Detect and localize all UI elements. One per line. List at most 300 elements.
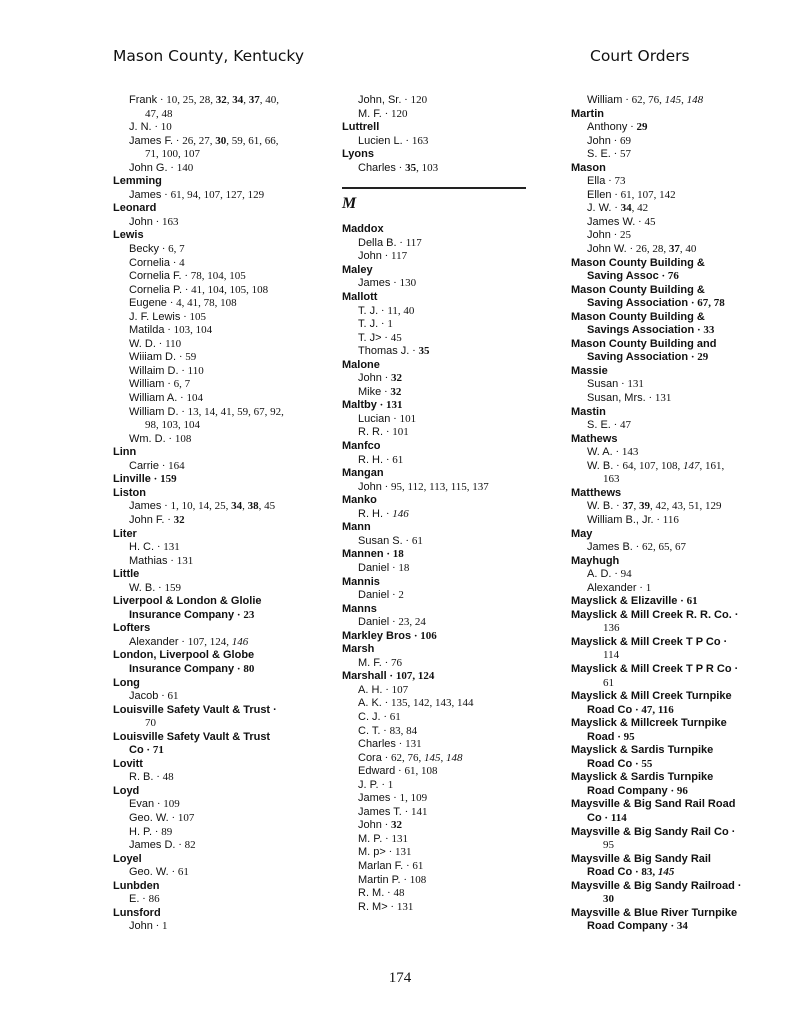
entry-name: John (129, 215, 153, 228)
index-entry (113, 243, 333, 257)
index-heading (342, 603, 562, 617)
index-heading (113, 487, 333, 501)
entry-name: Maysville & Big Sandy Rail (571, 852, 711, 865)
index-entry (113, 311, 333, 325)
entry-name: Willaim D. (129, 364, 179, 377)
entry-name: Daniel (358, 616, 390, 629)
entry-name: M. P. (358, 832, 383, 845)
entry-separator: · (387, 900, 397, 913)
index-entry (342, 725, 562, 739)
index-entry (342, 108, 562, 122)
entry-separator: · (627, 121, 637, 134)
index-entry (113, 284, 333, 298)
entry-separator: · (168, 811, 178, 824)
index-heading-continued (113, 609, 333, 623)
entry-pages: 59 (185, 351, 197, 364)
entry-name: Anthony (587, 121, 628, 134)
entry-pages: 95, 112, 113, 115, 137 (391, 480, 489, 493)
entry-pages: 143 (621, 446, 639, 459)
entry-separator: · (385, 846, 395, 859)
entry-pages: 120 (410, 94, 428, 106)
entry-pages: 159 (164, 581, 181, 594)
entry-pages: 32 (173, 513, 185, 526)
entry-separator: · (618, 378, 628, 391)
index-entry (113, 378, 333, 392)
entry-name: Saving Association (587, 297, 689, 310)
index-heading (571, 798, 761, 812)
entry-name: Linn (113, 446, 137, 459)
index-entry (342, 697, 562, 711)
entry-pages: 104 (186, 392, 203, 405)
entry-name: Little (113, 568, 140, 581)
entry-pages: 141 (410, 805, 428, 818)
index-entry (113, 216, 333, 230)
entry-separator: · (234, 608, 244, 621)
entry-pages: 120 (391, 107, 408, 120)
entry-name: Lewis (113, 229, 144, 242)
entry-name: J. N. (129, 121, 152, 134)
entry-name: C. T. (358, 724, 381, 737)
entry-separator: · (139, 893, 149, 906)
page-number: 174 (388, 970, 412, 986)
index-heading (571, 406, 761, 420)
index-heading (113, 473, 333, 487)
entry-separator: · (383, 453, 393, 466)
entry-pages: 96 (676, 784, 688, 797)
entry-name: Maltby (342, 399, 377, 412)
entry-name: Martin (571, 107, 604, 120)
index-heading (342, 399, 562, 413)
entry-name: Lunbden (113, 879, 160, 892)
entry-name: M. F. (358, 656, 382, 669)
entry-pages: 164 (168, 459, 185, 472)
entry-name: William (129, 378, 165, 391)
index-heading (113, 528, 333, 542)
entry-separator: · (158, 690, 168, 703)
index-heading-continued (571, 704, 761, 718)
index-entry (342, 386, 562, 400)
index-entry (113, 636, 333, 650)
entry-name: Geo. W. (129, 866, 169, 879)
entry-separator: · (677, 595, 687, 608)
entry-name: J. W. (587, 202, 612, 215)
index-entry (113, 365, 333, 379)
entry-name: A. H. (358, 683, 383, 696)
index-heading (571, 595, 761, 609)
entry-pages: 29 (636, 121, 648, 134)
index-entry (342, 372, 562, 386)
entry-separator: · (694, 324, 704, 337)
entry-pages: 107 (391, 683, 409, 696)
entry-name: R. H. (358, 507, 384, 520)
entry-pages: 23, 24 (398, 616, 426, 629)
entry-separator: · (381, 372, 392, 385)
entry-pages: 62, 76, 145, 148 (631, 94, 704, 106)
entry-name: Maddox (342, 223, 384, 236)
entry-name: Evan (129, 798, 155, 811)
index-heading (571, 311, 761, 325)
index-heading (342, 548, 562, 562)
entry-name: James (358, 792, 391, 805)
entry-pages: 131 (627, 378, 644, 391)
entry-name: Loyd (113, 784, 140, 797)
entry-name: Mike (358, 385, 382, 398)
entry-pages: 107, 124 (395, 670, 435, 683)
entry-name: Charles (358, 738, 396, 751)
entry-separator: · (167, 554, 177, 567)
entry-separator: · (626, 243, 636, 256)
entry-name: Road Company (587, 920, 668, 933)
entry-name: Maysville & Big Sand Rail Road (571, 798, 736, 811)
entry-separator: · (611, 188, 621, 201)
entry-separator: · (610, 134, 621, 147)
entry-separator: · (395, 765, 405, 778)
index-heading (342, 264, 562, 278)
index-entry (571, 514, 761, 528)
entry-name: Eugene (129, 297, 167, 310)
index-entry (571, 446, 761, 460)
index-continuation (113, 108, 333, 122)
entry-name: Geo. W. (129, 811, 169, 824)
index-entry (342, 94, 562, 108)
entry-name: Massie (571, 364, 608, 377)
entry-name: James (129, 188, 162, 201)
entry-name: Road Co (587, 866, 633, 879)
index-heading-continued (113, 744, 333, 758)
index-entry (342, 481, 562, 495)
index-entry (342, 887, 562, 901)
entry-name: Ellen (587, 188, 612, 201)
index-entry (342, 657, 562, 671)
index-entry (342, 901, 562, 915)
entry-name: Long (113, 676, 140, 689)
entry-pages: 105 (189, 310, 207, 323)
entry-name: Matthews (571, 486, 622, 499)
entry-name: W. B. (587, 459, 614, 472)
entry-name: Mayslick & Mill Creek T P Co · (571, 635, 728, 648)
index-heading (342, 121, 562, 135)
entry-name: John G. (129, 161, 168, 174)
entry-name: Mastin (571, 405, 606, 418)
entry-separator: · (166, 297, 177, 310)
entry-name: Mason County Building & (571, 256, 705, 269)
entry-separator: · (395, 161, 406, 174)
entry-pages: 80 (243, 662, 255, 675)
entry-separator: · (381, 656, 392, 669)
entry-separator: · (402, 534, 412, 547)
index-entry (571, 94, 761, 108)
index-entry (571, 243, 761, 257)
entry-separator: · (382, 683, 392, 696)
entry-separator: · (658, 270, 668, 283)
entry-name: R. M. (358, 887, 385, 900)
entry-name: Insurance Company (129, 662, 235, 675)
entry-pages: 47 (620, 419, 632, 432)
entry-name: T. J. (358, 318, 379, 331)
entry-name: Lucian (358, 412, 391, 425)
entry-name: Mannen (342, 548, 384, 561)
index-heading (113, 568, 333, 582)
entry-separator: · (411, 629, 421, 642)
entry-pages: 95 (603, 839, 614, 852)
index-heading (571, 880, 761, 894)
index-heading (113, 229, 333, 243)
entry-name: Mathews (571, 432, 618, 445)
entry-name: Loyel (113, 852, 142, 865)
entry-name: Mann (342, 521, 371, 534)
entry-name: Luttrell (342, 121, 380, 134)
entry-pages: 62, 65, 67 (642, 541, 687, 554)
entry-separator: · (389, 561, 399, 574)
entry-name: James (358, 277, 391, 290)
entry-pages: 130 (399, 277, 417, 290)
entry-name: Mason (571, 161, 606, 174)
entry-pages: 25 (620, 229, 632, 242)
entry-name: Mayslick & Mill Creek T P R Co · (571, 662, 739, 675)
running-header-left: Mason County, Kentucky (113, 47, 305, 65)
entry-pages: 30 (603, 893, 614, 906)
index-entry (342, 237, 562, 251)
index-heading-continued (571, 731, 761, 745)
index-entry (113, 270, 333, 284)
entry-pages: 146 (392, 507, 409, 520)
entry-name: John (129, 920, 153, 933)
entry-separator: · (605, 175, 615, 188)
entry-separator: · (635, 215, 645, 228)
index-entry (342, 562, 562, 576)
index-entry (342, 819, 562, 833)
index-entry (113, 826, 333, 840)
entry-pages: 76 (667, 270, 679, 283)
entry-name: Susan (587, 378, 619, 391)
entry-pages: 18 (392, 548, 404, 561)
entry-pages: 2 (398, 589, 404, 602)
entry-pages: 140 (176, 161, 194, 174)
entry-separator: · (390, 277, 400, 290)
entry-separator: · (384, 887, 394, 900)
entry-name: May (571, 527, 593, 540)
index-entry (113, 135, 333, 149)
entry-pages: 131 (395, 846, 412, 859)
index-entry (342, 135, 562, 149)
entry-name: W. A. (587, 446, 613, 459)
index-heading (342, 494, 562, 508)
entry-pages: 131 (405, 738, 422, 751)
index-entry (571, 500, 761, 514)
entry-name: Lofters (113, 622, 151, 635)
index-entry (113, 798, 333, 812)
index-entry (342, 250, 562, 264)
entry-pages: 73 (614, 175, 626, 188)
entry-name: Mason County Building & (571, 283, 705, 296)
entry-pages: 1, 109 (399, 792, 428, 805)
entry-name: William A. (129, 392, 178, 405)
entry-name: Road Co (587, 703, 633, 716)
index-entry (342, 846, 562, 860)
index-heading-continued (571, 920, 761, 934)
entry-name: Insurance Company (129, 608, 235, 621)
index-entry (113, 324, 333, 338)
entry-separator: · (178, 364, 188, 377)
entry-pages: 11, 40 (387, 304, 415, 317)
entry-separator: · (403, 859, 413, 872)
index-entry (113, 460, 333, 474)
index-heading (571, 826, 761, 840)
entry-name: Saving Association (587, 351, 689, 364)
entry-separator: · (396, 236, 406, 249)
entry-name: Louisville Safety Vault & Trust · (113, 703, 277, 716)
section-rule (342, 187, 526, 189)
entry-name: Wm. D. (129, 432, 166, 445)
entry-pages: 106 (420, 629, 437, 642)
entry-pages: 67, 78 (697, 297, 725, 310)
entry-pages: 45 (390, 331, 402, 344)
entry-separator: · (632, 757, 642, 770)
entry-name: Road Company (587, 784, 668, 797)
entry-name: London, Liverpool & Globe (113, 649, 255, 662)
entry-separator: · (622, 94, 632, 106)
index-heading (571, 853, 761, 867)
entry-separator: · (389, 616, 399, 629)
entry-separator: · (612, 446, 622, 459)
entry-pages: 6, 7 (168, 243, 185, 256)
entry-name: Carrie (129, 459, 159, 472)
entry-name: Maysville & Big Sandy Railroad · (571, 879, 742, 892)
entry-name: Susan, Mrs. (587, 392, 646, 405)
index-entry (342, 711, 562, 725)
entry-separator: · (376, 399, 387, 412)
entry-separator: · (610, 229, 621, 242)
entry-name: Savings Association (587, 324, 695, 337)
entry-separator: · (234, 662, 244, 675)
index-heading (571, 717, 761, 731)
index-heading (113, 785, 333, 799)
entry-separator: · (383, 548, 393, 561)
index-entry (571, 419, 761, 433)
index-heading (113, 202, 333, 216)
entry-name: Thomas J. (358, 345, 410, 358)
entry-separator: · (161, 500, 171, 513)
index-heading (571, 663, 761, 677)
index-entry (113, 771, 333, 785)
entry-pages: 61, 108 (404, 765, 438, 778)
entry-pages: 1 (387, 318, 393, 331)
entry-pages: 131 (391, 832, 408, 845)
entry-name: Mayslick & Sardis Turnpike (571, 744, 714, 757)
entry-separator: · (378, 778, 388, 791)
entry-name: Mangan (342, 467, 384, 480)
index-heading (571, 690, 761, 704)
entry-name: Maysville & Big Sandy Rail Co · (571, 825, 736, 838)
entry-separator: · (613, 500, 623, 513)
entry-name: Susan S. (358, 534, 403, 547)
entry-pages: 163 (603, 473, 620, 486)
entry-separator: · (380, 710, 390, 723)
entry-pages: 131 (654, 392, 672, 405)
index-heading (113, 622, 333, 636)
entry-separator: · (383, 507, 393, 520)
entry-name: Lunsford (113, 906, 161, 919)
entry-name: Markley Bros (342, 629, 412, 642)
entry-pages: 135, 142, 143, 144 (391, 697, 474, 710)
index-entry (113, 893, 333, 907)
index-heading (342, 576, 562, 590)
entry-separator: · (169, 256, 180, 269)
entry-separator: · (176, 351, 186, 364)
entry-separator: · (182, 283, 192, 296)
index-heading (113, 880, 333, 894)
index-entry (342, 833, 562, 847)
entry-name: Louisville Safety Vault & Trust (113, 730, 271, 743)
entry-name: Maley (342, 263, 373, 276)
entry-pages: 163 (411, 134, 429, 147)
entry-name: Lemming (113, 175, 162, 188)
entry-separator: · (688, 297, 698, 310)
entry-separator: · (611, 202, 621, 215)
entry-name: C. J. (358, 710, 381, 723)
entry-separator: · (167, 161, 177, 174)
entry-name: Mayslick & Millcreek Turnpike (571, 717, 727, 730)
entry-separator: · (154, 798, 164, 811)
entry-separator: · (645, 392, 655, 405)
entry-separator: · (150, 473, 161, 486)
entry-separator: · (400, 873, 410, 886)
entry-name: M. F. (358, 107, 382, 120)
entry-name: Cornelia (129, 256, 170, 269)
entry-pages: 98, 103, 104 (145, 419, 200, 432)
index-entry (342, 345, 562, 359)
entry-separator: · (632, 866, 642, 879)
index-entry (571, 202, 761, 216)
index-heading (113, 649, 333, 663)
index-entry (342, 806, 562, 820)
entry-separator: · (401, 805, 411, 818)
entry-separator: · (386, 670, 396, 683)
entry-separator: · (173, 134, 183, 147)
entry-pages: 109 (163, 798, 180, 811)
entry-separator: · (383, 426, 393, 439)
entry-name: R. B. (129, 771, 154, 784)
entry-separator: · (178, 635, 188, 648)
entry-separator: · (152, 215, 163, 228)
index-heading (113, 175, 333, 189)
index-entry (342, 792, 562, 806)
index-entry (342, 779, 562, 793)
entry-pages: 1, 10, 14, 25, 34, 38, 45 (170, 500, 276, 513)
entry-name: T. J> (358, 331, 382, 344)
entry-separator: · (164, 513, 174, 526)
entry-separator: · (667, 920, 677, 933)
entry-pages: 4, 41, 78, 108 (176, 297, 237, 310)
entry-pages: 117 (405, 236, 422, 249)
entry-pages: 159 (160, 473, 177, 486)
entry-pages: 95 (623, 730, 635, 743)
index-continuation (571, 893, 761, 907)
index-entry (113, 839, 333, 853)
entry-pages: 48 (162, 771, 174, 784)
entry-separator: · (382, 832, 392, 845)
entry-separator: · (164, 324, 174, 337)
entry-separator: · (667, 784, 677, 797)
index-entry (113, 690, 333, 704)
index-continuation (113, 148, 333, 162)
entry-name: R. M> (358, 900, 388, 913)
index-entry (342, 874, 562, 888)
entry-pages: 71, 100, 107 (145, 148, 200, 161)
entry-pages: 1 (645, 581, 652, 594)
entry-name: J. F. Lewis (129, 310, 181, 323)
entry-name: H. C. (129, 541, 155, 554)
